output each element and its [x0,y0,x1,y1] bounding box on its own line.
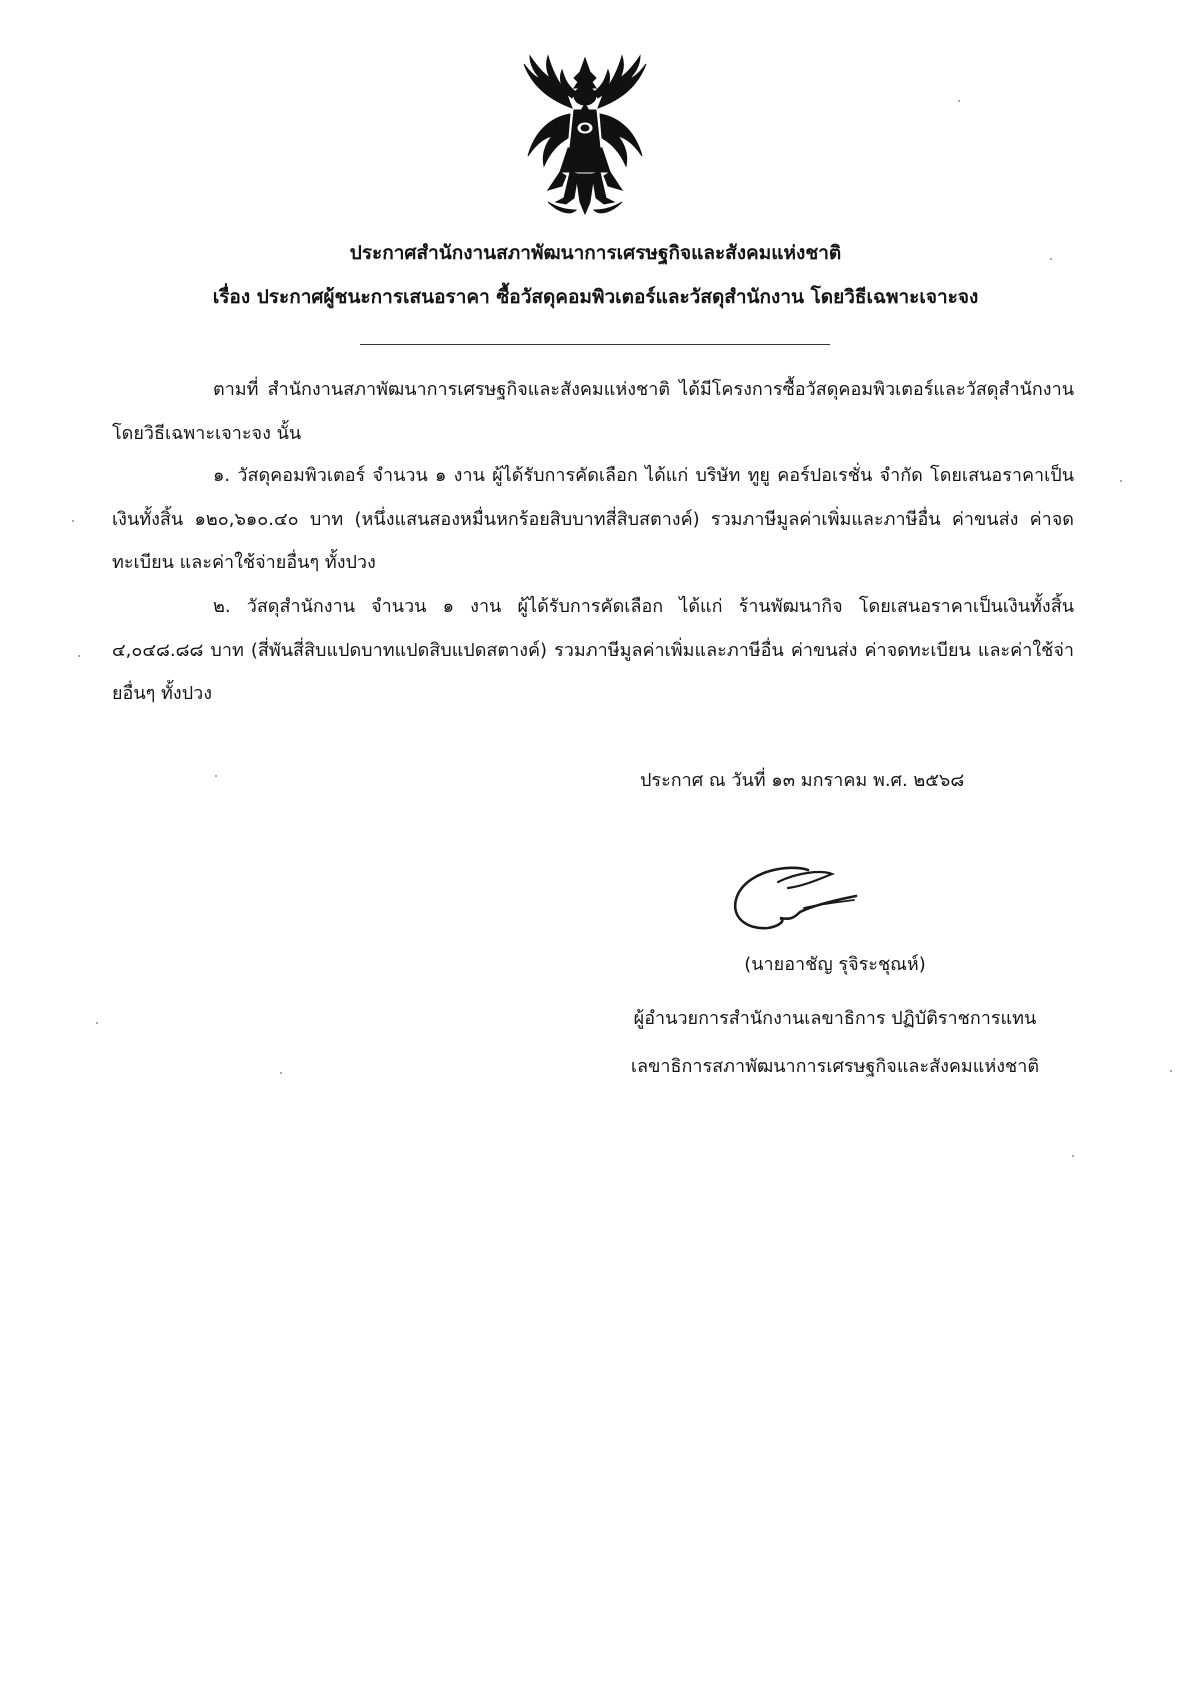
garuda-emblem-icon [510,52,660,222]
signer-position-line-2: เลขาธิการสภาพัฒนาการเศรษฐกิจและสังคมแห่งชาติ [630,1056,1040,1077]
scan-speck [1072,1155,1074,1157]
item-2-text: ๒. วัสดุสำนักงาน จำนวน ๑ งาน ผู้ได้รับการคัดเลือก ได้แก่ ร้านพัฒนากิจ โดยเสนอราคาเป็นเงินทั้งสิ้น ๔,๐๔๘.๘๘ บาท (สี่พันสี่สิบแปดบาทแปดสิบแปดสตางค์) รวมภาษีมูลค่าเพิ่มและภาษีอื่น ค่าขนส่ง ค่าจดทะเบียน และค่าใช้จ่ายอื่นๆ ทั้งปวง [112,596,1074,704]
scan-speck [72,520,74,522]
scan-speck [958,100,960,102]
intro-text: ตามที่ สำนักงานสภาพัฒนาการเศรษฐกิจและสังคมแห่งชาติ ได้มีโครงการซื้อวัสดุคอมพิวเตอร์และวัสดุสำนักงาน โดยวิธีเฉพาะเจาะจง นั้น [112,379,1074,444]
item-1-text: ๑. วัสดุคอมพิวเตอร์ จำนวน ๑ งาน ผู้ได้รับการคัดเลือก ได้แก่ บริษัท ทูยู คอร์ปอเรชั่น จำกัด โดยเสนอราคาเป็นเงินทั้งสิ้น ๑๒๐,๖๑๐.๔๐ บาท (หนึ่งแสนสองหมื่นหกร้อยสิบบาทสี่สิบสตางค์) รวมภาษีมูลค่าเพิ่มและภาษีอื่น ค่าขนส่ง ค่าจดทะเบียน และค่าใช้จ่ายอื่นๆ ทั้งปวง [112,465,1074,573]
intro-paragraph [112,368,1074,455]
scan-speck [96,1022,98,1024]
item-1-paragraph [112,454,1074,585]
signature [720,860,920,960]
announcement-subject: เรื่อง ประกาศผู้ชนะการเสนอราคา ซื้อวัสดุคอมพิวเตอร์และวัสดุสำนักงาน โดยวิธีเฉพาะเจาะจง [212,286,979,308]
announcement-title: ประกาศสำนักงานสภาพัฒนาการเศรษฐกิจและสังคมแห่งชาติ [349,242,842,264]
title-divider [360,344,830,345]
item-2-paragraph [112,585,1074,716]
scan-speck [1170,1070,1172,1072]
scan-speck [1050,258,1052,260]
scan-speck [280,1072,282,1074]
signer-name: (นายอาชัญ รุจิระชุณห์) [744,954,926,975]
announcement-date: ประกาศ ณ วันที่ ๑๓ มกราคม พ.ศ. ๒๕๖๘ [640,770,965,791]
scan-speck [78,655,80,657]
scan-speck [1120,480,1122,482]
signer-position-line-1: ผู้อำนวยการสำนักงานเลขาธิการ ปฏิบัติราชการแทน [633,1008,1037,1029]
scan-speck [215,775,217,777]
